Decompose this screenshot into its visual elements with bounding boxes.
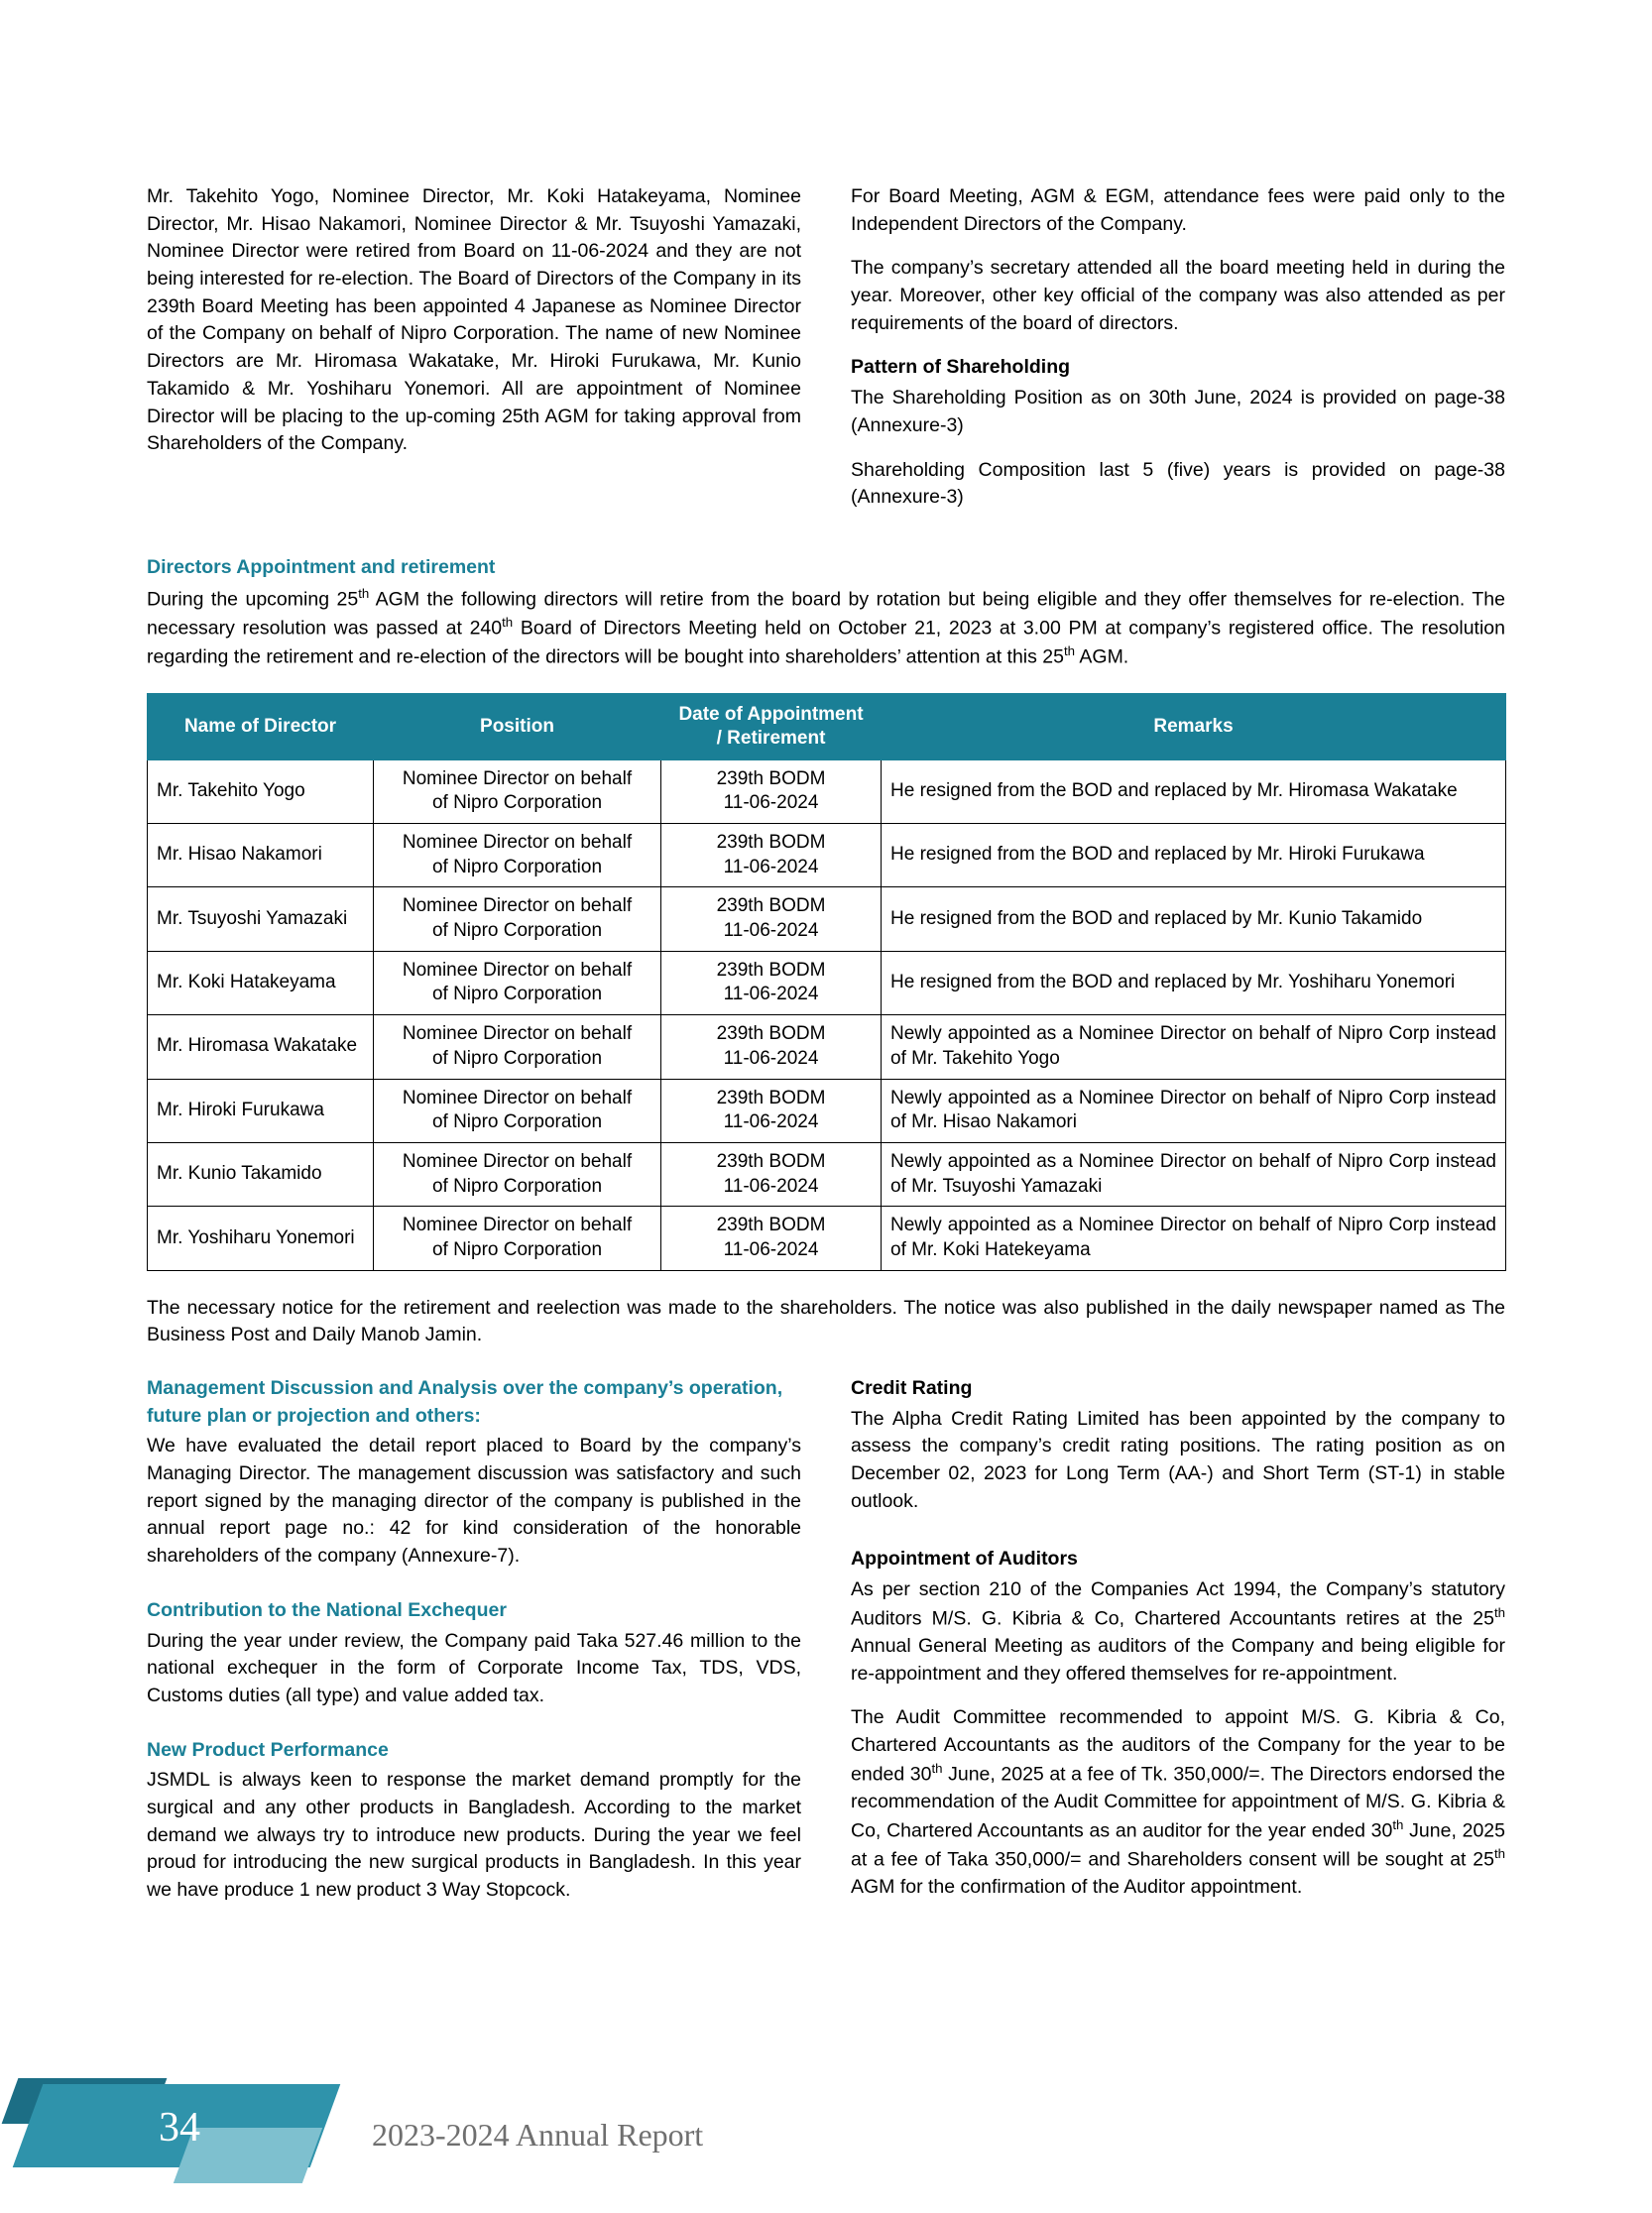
cell-date-line2: 11-06-2024 xyxy=(723,1111,819,1133)
cell-name: Mr. Kunio Takamido xyxy=(148,1142,374,1206)
cell-date xyxy=(661,887,882,951)
cell-position-line1: Nominee Director on behalf xyxy=(402,832,633,853)
bottom-two-column-block xyxy=(147,1375,1505,1905)
directors-appointment-intro xyxy=(147,585,1505,672)
top-left-column xyxy=(147,183,801,475)
cell-position xyxy=(374,759,661,823)
cell-position-line1: Nominee Director on behalf xyxy=(402,1023,633,1045)
cell-date-line1: 239th BODM xyxy=(716,1150,826,1172)
cell-date-line2: 11-06-2024 xyxy=(723,1175,819,1197)
credit-rating-paragraph: The Alpha Credit Rating Limited has been appointed by the company to assess the company’s credit rating positions. The rating position as on December 02, 2023 for Long Term (AA-) and Short Term (ST-1) in stable outlook. xyxy=(851,1407,1505,1512)
cell-position-line2: of Nipro Corporation xyxy=(431,1238,603,1260)
cell-remarks: He resigned from the BOD and replaced by Mr. Hiromasa Wakatake xyxy=(882,759,1506,823)
cell-position-line1: Nominee Director on behalf xyxy=(402,1087,633,1108)
cell-position-line2: of Nipro Corporation xyxy=(431,792,603,814)
auditors-sup-1: th xyxy=(1493,1604,1505,1620)
cell-remarks: He resigned from the BOD and replaced by Mr. Hiroki Furukawa xyxy=(882,824,1506,887)
cell-remarks: Newly appointed as a Nominee Director on behalf of Nipro Corp instead of Mr. Koki Hatekeyama xyxy=(882,1207,1506,1270)
cell-position xyxy=(374,1015,661,1079)
audit-text-1: The Audit Committee recommended to appoint M/S. G. Kibria & Co, Chartered Accountants as the auditors of the Company for the year to be ended 30 xyxy=(851,1706,1505,1786)
top-two-column-block xyxy=(147,183,1505,528)
audit-sup-1: th xyxy=(931,1760,943,1776)
cell-name: Mr. Hiromasa Wakatake xyxy=(148,1015,374,1079)
auditors-text-2: Annual General Meeting as auditors of the Company and being eligible for re-appointment and they offered themselves for re-appointment. xyxy=(851,1635,1505,1685)
audit-text-3: June, 2025 at a fee of Taka 350,000/= and Shareholders consent will be sought at 25 xyxy=(851,1819,1505,1871)
cell-date xyxy=(661,951,882,1014)
mda-heading: Management Discussion and Analysis over the company’s operation, future plan or projection and others: xyxy=(147,1377,783,1427)
intro-text-3: Board of Directors Meeting held on October 21, 2023 at 3.00 PM at company’s registered office. The resolution regarding the retirement and re-election of the directors will be bought into shareholders’ attention at this 25 xyxy=(147,617,1505,668)
table-row xyxy=(148,1079,1506,1142)
cell-date xyxy=(661,1015,882,1079)
cell-date-line1: 239th BODM xyxy=(716,1215,826,1236)
cell-date-line2: 11-06-2024 xyxy=(723,1047,819,1069)
cell-date-line1: 239th BODM xyxy=(716,832,826,853)
directors-table xyxy=(147,693,1506,1271)
bottom-left-column xyxy=(147,1375,801,1905)
intro-text-2: AGM the following directors will retire from the board by rotation but being eligible and they offer themselves for re-election. The necessary resolution was passed at 240 xyxy=(147,588,1505,640)
cell-position xyxy=(374,824,661,887)
table-row xyxy=(148,759,1506,823)
cell-name: Mr. Hiroki Furukawa xyxy=(148,1079,374,1142)
shareholding-composition-paragraph: Shareholding Composition last 5 (five) years is provided on page-38 (Annexure-3) xyxy=(851,458,1505,509)
cell-position-line1: Nominee Director on behalf xyxy=(402,895,633,917)
table-row xyxy=(148,1207,1506,1270)
cell-name: Mr. Yoshiharu Yonemori xyxy=(148,1207,374,1270)
national-exchequer-heading: Contribution to the National Exchequer xyxy=(147,1598,507,1621)
auditors-paragraph xyxy=(851,1576,1505,1688)
th-position: Position xyxy=(374,694,661,760)
cell-date xyxy=(661,759,882,823)
th-remarks: Remarks xyxy=(882,694,1506,760)
cell-date-line2: 11-06-2024 xyxy=(723,792,819,814)
intro-sup-2: th xyxy=(502,614,514,630)
cell-date xyxy=(661,1207,882,1270)
audit-text-2: June, 2025 at a fee of Tk. 350,000/=. The Directors endorsed the recommendation of the Audit Committee for appointment of M/S. G. Kibria & Co, Chartered Accountants as an auditor for the year ended 30 xyxy=(851,1763,1505,1842)
cell-position-line2: of Nipro Corporation xyxy=(431,920,603,942)
cell-name: Mr. Takehito Yogo xyxy=(148,759,374,823)
cell-remarks: Newly appointed as a Nominee Director on behalf of Nipro Corp instead of Mr. Takehito Yogo xyxy=(882,1015,1506,1079)
new-product-performance-paragraph: JSMDL is always keen to response the market demand promptly for the surgical and any other products in Bangladesh. According to the market demand we always try to introduce new products. During the year we feel proud for introducing the new surgical products in Bangladesh. In this year we have produce 1 new product 3 Way Stopcock. xyxy=(147,1769,801,1901)
cell-date-line1: 239th BODM xyxy=(716,1087,826,1108)
cell-position-line2: of Nipro Corporation xyxy=(431,1047,603,1069)
footer-report-title: 2023-2024 Annual Report xyxy=(372,2117,704,2153)
secretary-attendance-paragraph: The company’s secretary attended all the board meeting held in during the year. Moreover, other key official of the company was also attended as per requirements of the board of directors. xyxy=(851,257,1505,334)
cell-date-line2: 11-06-2024 xyxy=(723,920,819,942)
pattern-of-shareholding-heading: Pattern of Shareholding xyxy=(851,356,1071,379)
cell-position-line2: of Nipro Corporation xyxy=(431,1175,603,1197)
cell-remarks: He resigned from the BOD and replaced by Mr. Yoshiharu Yonemori xyxy=(882,951,1506,1014)
new-product-performance-heading: New Product Performance xyxy=(147,1738,389,1761)
intro-text-4: AGM. xyxy=(1075,645,1129,668)
after-table-paragraph: The necessary notice for the retirement and reelection was made to the shareholders. The notice was also published in the daily newspaper named as The Business Post and Daily Manob Jamin. xyxy=(147,1296,1505,1346)
cell-position xyxy=(374,1207,661,1270)
table-row xyxy=(148,1015,1506,1079)
cell-name: Mr. Hisao Nakamori xyxy=(148,824,374,887)
cell-date-line2: 11-06-2024 xyxy=(723,1238,819,1260)
national-exchequer-paragraph: During the year under review, the Company paid Taka 527.46 million to the national exchequer in the form of Corporate Income Tax, TDS, VDS, Customs duties (all type) and value added tax. xyxy=(147,1629,801,1706)
cell-position xyxy=(374,1079,661,1142)
page-number: 34 xyxy=(159,2105,200,2151)
attendance-fees-paragraph: For Board Meeting, AGM & EGM, attendance fees were paid only to the Independent Directors of the Company. xyxy=(851,185,1505,235)
top-left-paragraph: Mr. Takehito Yogo, Nominee Director, Mr. Koki Hatakeyama, Nominee Director, Mr. Hisao Nakamori, Nominee Director & Mr. Tsuyoshi Yamazaki, Nominee Director were retired from Board on 11-06-2024 and they are not being interested for re-election. The Board of Directors of the Company in its 239th Board Meeting has been appointed 4 Japanese as Nominee Director of the Company on behalf of Nipro Corporation. The name of new Nominee Directors are Mr. Hiromasa Wakatake, Mr. Hiroki Furukawa, Mr. Kunio Takamido & Mr. Yoshiharu Yonemori. All are appointment of Nominee Director will be placing to the up-coming 25th AGM for taking approval from Shareholders of the Company. xyxy=(147,185,801,455)
intro-text-1: During the upcoming 25 xyxy=(147,588,359,611)
th-name: Name of Director xyxy=(148,694,374,760)
audit-sup-2: th xyxy=(1392,1816,1404,1832)
cell-name: Mr. Koki Hatakeyama xyxy=(148,951,374,1014)
cell-date-line1: 239th BODM xyxy=(716,959,826,981)
audit-sup-3: th xyxy=(1493,1845,1505,1861)
intro-sup-3: th xyxy=(1063,642,1076,658)
cell-position-line2: of Nipro Corporation xyxy=(431,856,603,877)
cell-date xyxy=(661,1079,882,1142)
cell-date-line1: 239th BODM xyxy=(716,895,826,917)
cell-remarks: Newly appointed as a Nominee Director on behalf of Nipro Corp instead of Mr. Tsuyoshi Yamazaki xyxy=(882,1142,1506,1206)
cell-date-line1: 239th BODM xyxy=(716,1023,826,1045)
th-date xyxy=(661,694,882,760)
mda-paragraph: We have evaluated the detail report placed to Board by the company’s Managing Director. The management discussion was satisfactory and such report signed by the managing director of the company is published in the annual report page no.: 42 for kind consideration of the honorable shareholders of the company (Annexure-7). xyxy=(147,1435,801,1568)
table-row xyxy=(148,887,1506,951)
cell-position-line2: of Nipro Corporation xyxy=(431,1111,603,1133)
appointment-of-auditors-heading: Appointment of Auditors xyxy=(851,1548,1078,1571)
cell-date-line2: 11-06-2024 xyxy=(723,856,819,877)
intro-sup-1: th xyxy=(358,585,370,601)
credit-rating-heading: Credit Rating xyxy=(851,1377,973,1399)
audit-committee-paragraph xyxy=(851,1704,1505,1901)
cell-position xyxy=(374,887,661,951)
top-right-column xyxy=(851,183,1505,528)
cell-position-line1: Nominee Director on behalf xyxy=(402,959,633,981)
cell-date-line2: 11-06-2024 xyxy=(723,984,819,1005)
cell-remarks: He resigned from the BOD and replaced by Mr. Kunio Takamido xyxy=(882,887,1506,951)
audit-text-4: AGM for the confirmation of the Auditor appointment. xyxy=(851,1876,1303,1898)
cell-remarks: Newly appointed as a Nominee Director on behalf of Nipro Corp instead of Mr. Hisao Nakamori xyxy=(882,1079,1506,1142)
directors-appointment-section xyxy=(147,554,1505,1349)
directors-appointment-heading: Directors Appointment and retirement xyxy=(147,555,496,578)
cell-date-line1: 239th BODM xyxy=(716,767,826,789)
cell-date xyxy=(661,1142,882,1206)
page-content xyxy=(147,183,1505,1905)
cell-position-line1: Nominee Director on behalf xyxy=(402,767,633,789)
cell-position-line2: of Nipro Corporation xyxy=(431,984,603,1005)
auditors-text-1: As per section 210 of the Companies Act 1994, the Company’s statutory Auditors M/S. G. Kibria & Co, Chartered Accountants retires at the 25 xyxy=(851,1578,1505,1630)
bottom-right-column xyxy=(851,1375,1505,1902)
th-date-line1: Date of Appointment xyxy=(678,704,864,726)
table-header-row xyxy=(148,694,1506,760)
th-date-line2: / Retirement xyxy=(716,727,826,749)
cell-position-line1: Nominee Director on behalf xyxy=(402,1215,633,1236)
cell-position-line1: Nominee Director on behalf xyxy=(402,1150,633,1172)
cell-position xyxy=(374,1142,661,1206)
table-row xyxy=(148,951,1506,1014)
cell-name: Mr. Tsuyoshi Yamazaki xyxy=(148,887,374,951)
shareholding-position-paragraph: The Shareholding Position as on 30th June, 2024 is provided on page-38 (Annexure-3) xyxy=(851,387,1505,436)
cell-position xyxy=(374,951,661,1014)
table-row xyxy=(148,824,1506,887)
table-row xyxy=(148,1142,1506,1206)
cell-date xyxy=(661,824,882,887)
page-footer xyxy=(0,2029,1652,2213)
